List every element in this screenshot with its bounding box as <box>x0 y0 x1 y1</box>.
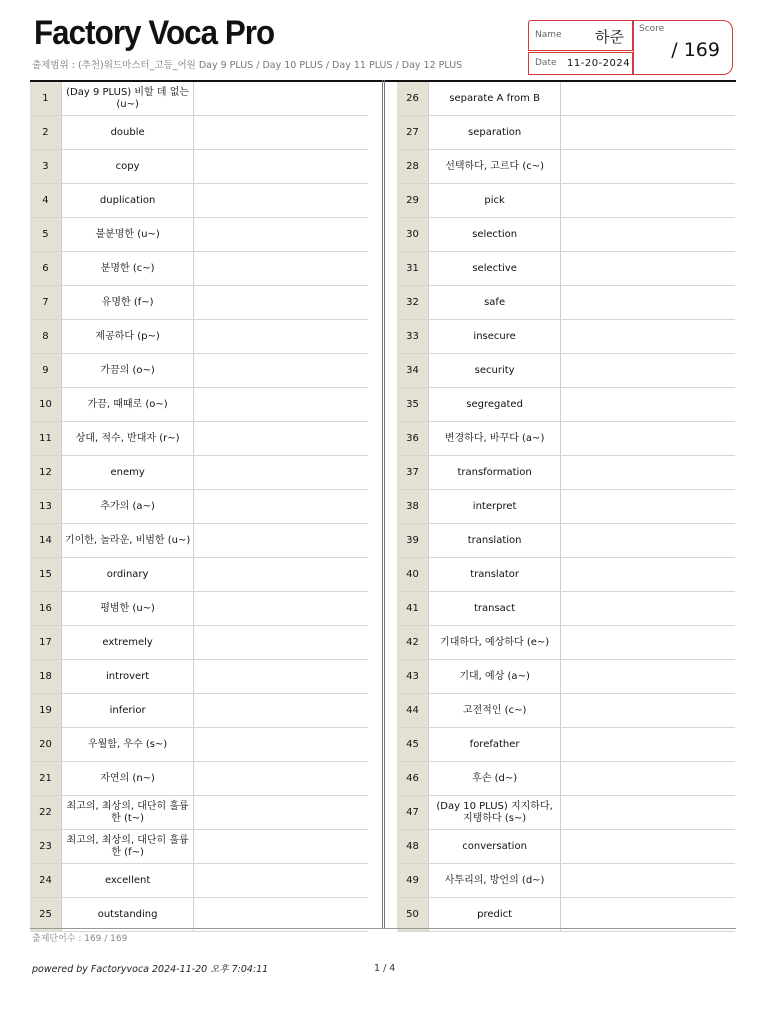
vocab-prompt: enemy <box>61 456 193 490</box>
answer-cell[interactable] <box>561 592 735 626</box>
answer-cell[interactable] <box>561 524 735 558</box>
vocab-row <box>397 796 735 830</box>
row-number: 36 <box>397 422 428 456</box>
vocab-row <box>397 218 735 252</box>
vocab-row <box>397 388 735 422</box>
answer-cell[interactable] <box>561 252 735 286</box>
row-number: 30 <box>397 218 428 252</box>
vocab-prompt: interpret <box>428 490 560 524</box>
vocab-prompt: transformation <box>428 456 560 490</box>
vocab-row <box>30 694 368 728</box>
row-number: 28 <box>397 150 428 184</box>
row-number: 19 <box>30 694 61 728</box>
vocab-row <box>30 490 368 524</box>
row-number: 50 <box>397 898 428 932</box>
row-number: 27 <box>397 116 428 150</box>
vocab-row <box>30 830 368 864</box>
row-number: 21 <box>30 762 61 796</box>
vocab-prompt: introvert <box>61 660 193 694</box>
vocab-prompt: excellent <box>61 864 193 898</box>
vocab-row <box>30 524 368 558</box>
vocab-prompt: security <box>428 354 560 388</box>
vocab-row <box>30 456 368 490</box>
vocab-table-left <box>30 82 368 932</box>
vocab-row <box>397 422 735 456</box>
answer-cell[interactable] <box>561 490 735 524</box>
answer-cell[interactable] <box>194 388 368 422</box>
row-number: 13 <box>30 490 61 524</box>
vocab-row <box>30 728 368 762</box>
answer-cell[interactable] <box>194 864 368 898</box>
answer-cell[interactable] <box>561 456 735 490</box>
row-number: 34 <box>397 354 428 388</box>
answer-cell[interactable] <box>561 898 735 932</box>
student-name: 하준 <box>595 28 624 46</box>
vocab-table-right <box>397 82 735 932</box>
vocab-row <box>397 830 735 864</box>
row-number: 29 <box>397 184 428 218</box>
row-number: 1 <box>30 82 61 116</box>
vocab-prompt: 사투리의, 방언의 (d~) <box>428 864 560 898</box>
vocab-row <box>397 286 735 320</box>
vocab-prompt: 불분명한 (u~) <box>61 218 193 252</box>
test-date: 11-20-2024 <box>567 58 631 69</box>
vocab-prompt: (Day 9 PLUS) 비할 데 없는 (u~) <box>61 82 193 116</box>
row-number: 42 <box>397 626 428 660</box>
vocab-prompt: 고전적인 (c~) <box>428 694 560 728</box>
row-number: 8 <box>30 320 61 354</box>
vocab-prompt: segregated <box>428 388 560 422</box>
vocab-row <box>397 490 735 524</box>
vocab-row <box>30 82 368 116</box>
answer-cell[interactable] <box>194 150 368 184</box>
vocab-prompt: 기대하다, 예상하다 (e~) <box>428 626 560 660</box>
vocab-prompt: 자연의 (n~) <box>61 762 193 796</box>
answer-cell[interactable] <box>561 660 735 694</box>
answer-cell[interactable] <box>194 218 368 252</box>
vocab-prompt: 후손 (d~) <box>428 762 560 796</box>
row-number: 38 <box>397 490 428 524</box>
row-number: 43 <box>397 660 428 694</box>
row-number: 39 <box>397 524 428 558</box>
vocab-row <box>30 252 368 286</box>
row-number: 15 <box>30 558 61 592</box>
vocab-prompt: 최고의, 최상의, 대단히 훌륭한 (f~) <box>61 830 193 864</box>
date-box <box>528 52 633 75</box>
bottom-rule <box>30 928 736 929</box>
vocab-prompt: 선택하다, 고르다 (c~) <box>428 150 560 184</box>
vocab-row <box>397 592 735 626</box>
row-number: 31 <box>397 252 428 286</box>
vocab-row <box>397 184 735 218</box>
answer-cell[interactable] <box>194 490 368 524</box>
word-count: 출제단어수 : 169 / 169 <box>32 934 128 944</box>
vocab-row <box>397 898 735 932</box>
vocab-prompt: transact <box>428 592 560 626</box>
vocab-prompt: (Day 10 PLUS) 지지하다, 지탱하다 (s~) <box>428 796 560 830</box>
answer-cell[interactable] <box>194 456 368 490</box>
vocab-prompt: 제공하다 (p~) <box>61 320 193 354</box>
vocab-row <box>30 762 368 796</box>
answer-cell[interactable] <box>561 388 735 422</box>
vocab-row <box>397 728 735 762</box>
app-title: Factory Voca Pro <box>34 14 275 52</box>
vocab-row <box>397 626 735 660</box>
row-number: 49 <box>397 864 428 898</box>
answer-cell[interactable] <box>194 422 368 456</box>
answer-cell[interactable] <box>561 150 735 184</box>
vocab-row <box>30 864 368 898</box>
answer-cell[interactable] <box>561 694 735 728</box>
vocab-row <box>30 184 368 218</box>
answer-cell[interactable] <box>561 728 735 762</box>
vocab-prompt: 변경하다, 바꾸다 (a~) <box>428 422 560 456</box>
row-number: 25 <box>30 898 61 932</box>
answer-cell[interactable] <box>194 626 368 660</box>
vocab-prompt: pick <box>428 184 560 218</box>
row-number: 17 <box>30 626 61 660</box>
answer-cell[interactable] <box>194 524 368 558</box>
vocab-prompt: 우월함, 우수 (s~) <box>61 728 193 762</box>
vocab-prompt: safe <box>428 286 560 320</box>
vocab-row <box>30 422 368 456</box>
vocab-prompt: separate A from B <box>428 82 560 116</box>
row-number: 23 <box>30 830 61 864</box>
answer-cell[interactable] <box>194 320 368 354</box>
vocab-prompt: 가끔, 때때로 (o~) <box>61 388 193 422</box>
vocab-tables <box>30 80 736 929</box>
vocab-prompt: conversation <box>428 830 560 864</box>
row-number: 11 <box>30 422 61 456</box>
vocab-prompt: 기대, 예상 (a~) <box>428 660 560 694</box>
vocab-prompt: translation <box>428 524 560 558</box>
answer-cell[interactable] <box>561 286 735 320</box>
vocab-prompt: duplication <box>61 184 193 218</box>
vocab-row <box>397 82 735 116</box>
answer-cell[interactable] <box>194 694 368 728</box>
vocab-prompt: 분명한 (c~) <box>61 252 193 286</box>
vocab-row <box>30 626 368 660</box>
row-number: 9 <box>30 354 61 388</box>
vocab-prompt: outstanding <box>61 898 193 932</box>
column-divider-left <box>382 80 383 929</box>
answer-cell[interactable] <box>194 796 368 830</box>
vocab-row <box>397 252 735 286</box>
vocab-row <box>30 898 368 932</box>
vocab-prompt: copy <box>61 150 193 184</box>
answer-cell[interactable] <box>194 762 368 796</box>
row-number: 44 <box>397 694 428 728</box>
vocab-row <box>397 456 735 490</box>
name-box <box>528 20 633 51</box>
row-number: 10 <box>30 388 61 422</box>
row-number: 32 <box>397 286 428 320</box>
answer-cell[interactable] <box>194 116 368 150</box>
vocab-prompt: 추가의 (a~) <box>61 490 193 524</box>
vocab-row <box>30 354 368 388</box>
answer-cell[interactable] <box>561 864 735 898</box>
answer-cell[interactable] <box>561 558 735 592</box>
vocab-row <box>30 320 368 354</box>
vocab-prompt: insecure <box>428 320 560 354</box>
vocab-row <box>397 150 735 184</box>
answer-cell[interactable] <box>194 898 368 932</box>
vocab-prompt: separation <box>428 116 560 150</box>
vocab-prompt: 유명한 (f~) <box>61 286 193 320</box>
vocab-prompt: 가끔의 (o~) <box>61 354 193 388</box>
vocab-row <box>30 150 368 184</box>
answer-cell[interactable] <box>194 354 368 388</box>
vocab-row <box>397 320 735 354</box>
name-label: Name <box>535 30 562 40</box>
vocab-row <box>30 796 368 830</box>
vocab-row <box>30 558 368 592</box>
answer-cell[interactable] <box>194 184 368 218</box>
vocab-row <box>397 864 735 898</box>
vocab-row <box>30 286 368 320</box>
row-number: 6 <box>30 252 61 286</box>
vocab-row <box>397 354 735 388</box>
vocab-prompt: 최고의, 최상의, 대단히 훌륭한 (t~) <box>61 796 193 830</box>
row-number: 20 <box>30 728 61 762</box>
vocab-prompt: 평범한 (u~) <box>61 592 193 626</box>
vocab-prompt: ordinary <box>61 558 193 592</box>
vocab-row <box>30 218 368 252</box>
exam-range-subtitle: 출제범위 : (추천)워드마스터_고등_어원 Day 9 PLUS / Day 10 PLUS / Day 11 PLUS / Day 12 PLUS <box>32 60 463 71</box>
answer-cell[interactable] <box>561 320 735 354</box>
answer-cell[interactable] <box>561 762 735 796</box>
answer-cell[interactable] <box>561 422 735 456</box>
vocab-row <box>30 116 368 150</box>
row-number: 22 <box>30 796 61 830</box>
answer-cell[interactable] <box>561 626 735 660</box>
vocab-prompt: predict <box>428 898 560 932</box>
row-number: 46 <box>397 762 428 796</box>
vocab-row <box>397 524 735 558</box>
vocab-prompt: 상대, 적수, 반대자 (r~) <box>61 422 193 456</box>
row-number: 48 <box>397 830 428 864</box>
answer-cell[interactable] <box>561 82 735 116</box>
row-number: 41 <box>397 592 428 626</box>
vocab-prompt: selective <box>428 252 560 286</box>
answer-cell[interactable] <box>561 218 735 252</box>
answer-cell[interactable] <box>194 830 368 864</box>
answer-cell[interactable] <box>194 558 368 592</box>
row-number: 16 <box>30 592 61 626</box>
answer-cell[interactable] <box>194 286 368 320</box>
row-number: 14 <box>30 524 61 558</box>
row-number: 40 <box>397 558 428 592</box>
answer-cell[interactable] <box>561 796 735 830</box>
answer-cell[interactable] <box>194 728 368 762</box>
vocab-prompt: selection <box>428 218 560 252</box>
vocab-prompt: translator <box>428 558 560 592</box>
row-number: 24 <box>30 864 61 898</box>
vocab-row <box>397 116 735 150</box>
answer-cell[interactable] <box>561 116 735 150</box>
page-number: 1 / 4 <box>374 963 396 974</box>
powered-by: powered by Factoryvoca 2024-11-20 오후 7:04:11 <box>32 964 269 975</box>
row-number: 33 <box>397 320 428 354</box>
date-label: Date <box>535 58 557 68</box>
row-number: 7 <box>30 286 61 320</box>
vocab-prompt: inferior <box>61 694 193 728</box>
row-number: 4 <box>30 184 61 218</box>
answer-cell[interactable] <box>194 252 368 286</box>
row-number: 45 <box>397 728 428 762</box>
score-box <box>633 20 733 75</box>
vocab-row <box>397 694 735 728</box>
answer-cell[interactable] <box>561 830 735 864</box>
vocab-row <box>397 660 735 694</box>
vocab-row <box>397 558 735 592</box>
row-number: 2 <box>30 116 61 150</box>
answer-cell[interactable] <box>194 592 368 626</box>
vocab-prompt: extremely <box>61 626 193 660</box>
row-number: 12 <box>30 456 61 490</box>
score-total: / 169 <box>671 39 720 61</box>
score-label: Score <box>639 24 665 34</box>
vocab-prompt: double <box>61 116 193 150</box>
vocab-prompt: forefather <box>428 728 560 762</box>
vocab-row <box>30 388 368 422</box>
row-number: 35 <box>397 388 428 422</box>
row-number: 47 <box>397 796 428 830</box>
vocab-row <box>30 592 368 626</box>
answer-cell[interactable] <box>194 660 368 694</box>
row-number: 3 <box>30 150 61 184</box>
answer-cell[interactable] <box>194 82 368 116</box>
row-number: 5 <box>30 218 61 252</box>
vocab-row <box>30 660 368 694</box>
row-number: 26 <box>397 82 428 116</box>
vocab-prompt: 기이한, 놀라운, 비범한 (u~) <box>61 524 193 558</box>
answer-cell[interactable] <box>561 184 735 218</box>
column-divider-right <box>384 80 385 929</box>
vocab-row <box>397 762 735 796</box>
answer-cell[interactable] <box>561 354 735 388</box>
row-number: 18 <box>30 660 61 694</box>
row-number: 37 <box>397 456 428 490</box>
